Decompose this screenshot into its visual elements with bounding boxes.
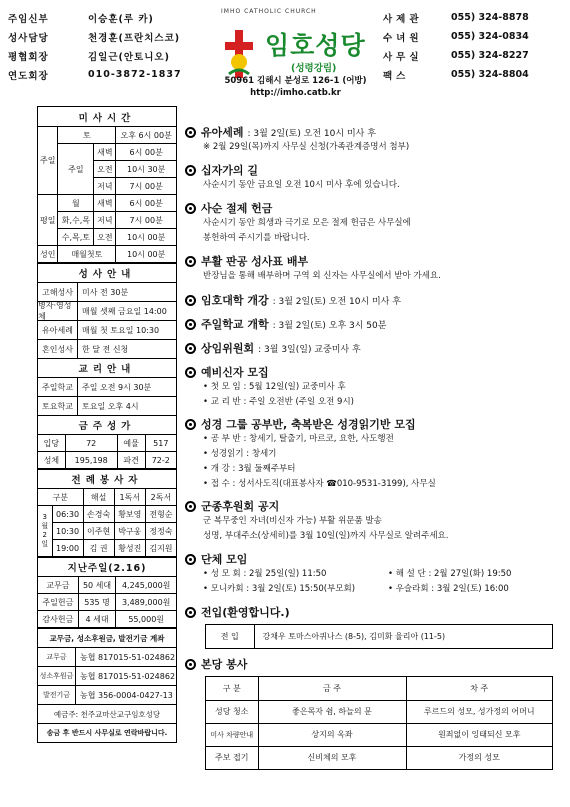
servers-time: 19:00 [52,540,83,557]
account-row [38,685,176,704]
announcement-body: • 접 수 : 성서사도직(대표봉사자 ☎010-9531-3199), 사무실 [203,479,436,489]
mass-times-heading: 미사시간 [38,107,176,126]
announcement-item [185,340,560,356]
hymn-label: 입당 [38,435,65,452]
hymn-label: 파견 [117,452,145,469]
hymns-heading: 금주성가 [38,415,176,434]
announcement-date: : 3월 2일(토) 오전 10시 미사 후 [272,296,401,307]
group-meeting: • 우슬라회 : 3월 2일(토) 16:00 [388,584,509,594]
staff-role: 성사담당 [8,32,49,44]
announcement-body: • 첫 모 임 : 5월 12일(일) 교중미사 후 [203,382,346,392]
bullet-icon [185,295,196,306]
staff-role: 연도회장 [8,70,49,82]
offering-heading: 지난주일(2.16) [38,557,176,576]
announcement-title [185,292,560,308]
table-row [206,723,552,746]
announcement-item [185,604,560,620]
table-row [38,144,176,161]
cross-logo-icon [225,30,253,78]
table-row [206,677,552,700]
mass-time: 10시 00분 [116,229,176,246]
saturday-label: 토 [58,127,116,144]
contact-row [383,8,563,27]
column-header: 금 주 [258,677,406,700]
info-sidebar [37,106,177,743]
sunday-label: 주일 [38,127,58,195]
announcement-body: 반장님을 통해 배부하며 구역 외 신자는 사무실에서 받아 가세요. [203,271,441,281]
bullet-icon [185,419,196,430]
announcement-item [185,364,560,410]
column-header: 구분 [38,489,83,506]
servers-table [38,488,176,557]
bullet-icon [185,554,196,565]
table-row [38,246,176,263]
mass-day: 월 [58,195,94,212]
announcement-title [185,364,560,380]
mass-time: 6시 00분 [116,144,176,161]
title-text: 전입(환영합니다.) [201,606,290,619]
offering-type: 교무금 [38,577,78,594]
announcement-date: : 3월 2일(토) 오전 10시 미사 후 [247,128,376,139]
sacrament-info: 매월 셋째 금요일 14:00 [82,306,167,316]
servers-heading: 전례봉사자 [38,469,176,488]
title-text: 십자가의 길 [201,164,258,177]
announcement-body: • 성경읽기 : 창세기 [203,449,277,459]
group-meeting: • 성 모 회 : 2월 25일(일) 11:50 [203,569,327,579]
sacrament-row [38,282,176,301]
sacrament-info: 미사 전 30분 [82,287,129,297]
transfer-label: 전 입 [206,625,254,648]
offering-amount: 3,489,000원 [116,594,176,611]
church-name: 임호성당 [265,31,366,60]
sacrament-row [38,301,176,320]
mass-time: 6시 00분 [116,195,176,212]
contact-phone: 055) 324-8227 [451,50,529,61]
table-row [38,540,176,557]
staff-row [8,27,193,46]
staff-row [8,46,193,65]
sacrament-type: 병자·영성체 [38,302,78,320]
bullet-icon [185,659,196,670]
server-name: 황성진 [114,540,145,557]
transfer-names: 강채우 토마스아퀴나스 (8-5), 김미화 율리아 (11-5) [254,625,552,648]
group-meeting: • 모니카회 : 3월 2일(토) 15:50(부모회) [203,584,356,594]
announcement-body: • 공 부 반 : 창세기, 탈출기, 마르코, 요한, 사도행전 [203,434,394,444]
table-row [38,452,176,469]
bulletin-header [8,8,562,104]
hymn-number: 517 [145,435,176,452]
service-next-week: 원죄없이 잉태되신 모후 [406,723,552,746]
contact-row [383,46,563,65]
service-type: 미사 차량안내 [206,723,258,746]
service-next-week: 가정의 성모 [406,746,552,769]
bullet-icon [185,127,196,138]
table-row [206,746,552,769]
first-label: 성인 [38,246,58,263]
education-type: 토요학교 [38,397,78,415]
bullet-icon [185,165,196,176]
mass-label: 저녁 [94,212,116,229]
announcement-title [185,656,560,672]
mass-day: 화,수,목 [58,212,94,229]
group-row [185,582,560,597]
announcement-item [185,316,560,332]
mass-day: 수,목,토 [58,229,94,246]
bullet-icon [185,367,196,378]
announcement-item [185,292,560,308]
offering-type: 주일헌금 [38,594,78,611]
server-name: 이주현 [83,523,114,540]
announcement-title [185,551,560,567]
column-header: 해설 [83,489,114,506]
group-meeting: • 해 설 단 : 2월 27일(화) 19:50 [388,569,512,579]
table-row [38,611,176,628]
account-type: 성소후원금 [38,667,76,685]
contact-label: 사제관 [383,13,423,25]
hymn-number: 195,198 [65,452,117,469]
education-type: 주일학교 [38,378,78,396]
title-text: 단체 모임 [201,553,248,566]
title-text: 상임위원회 [201,342,255,355]
mass-label: 새벽 [94,195,116,212]
hymn-number: 72 [65,435,117,452]
education-row [38,396,176,415]
account-number: 농협 817015-51-024862 [80,652,176,662]
bullet-icon [185,319,196,330]
logo-arc-text: IMHO CATHOLIC CHURCH [221,8,317,15]
server-name: 정정숙 [145,523,176,540]
offering-count: 4 세대 [78,611,116,628]
server-name: 황보영 [114,506,145,523]
hymn-label: 예물 [117,435,145,452]
mass-time: 10시 00분 [116,246,176,263]
staff-name: 이승훈(루 카) [88,13,154,25]
table-row [206,625,552,648]
announcement-body: 봉헌하여 주시기를 바랍니다. [203,233,310,243]
education-info: 주일 오전 9시 30분 [82,382,152,392]
announcement-body: • 개 강 : 3월 둘째주부터 [203,464,296,474]
service-next-week: 루르드의 성모, 성가정의 어머니 [406,700,552,723]
announcement-body: 사순시기 동안 희생과 극기로 모은 절제 헌금은 사무실에 [203,218,411,228]
offering-table [38,576,176,628]
mass-label: 오전 [94,229,116,246]
staff-list [8,8,193,84]
announcement-body: ※ 2월 29일(목)까지 사무실 신청(가족관계증명서 첨부) [203,142,410,152]
servers-time: 10:30 [52,523,83,540]
title-text: 성경 그룹 공부반, 축복받은 성경읽기반 모집 [201,418,416,431]
announcement-body: 성명, 부대주소(상세히)를 3월 10일(일)까지 사무실로 알려주세요. [203,531,449,541]
table-row [38,127,176,144]
server-name: 박구웅 [114,523,145,540]
service-table [206,677,552,769]
column-header: 2독서 [145,489,176,506]
mass-time: 10시 30분 [116,161,176,178]
hymns-table [38,434,176,469]
server-name: 손경숙 [83,506,114,523]
sacrament-info: 한 달 전 신청 [82,344,129,354]
announcement-title [185,253,560,269]
sacrament-row [38,339,176,358]
sacrament-type: 혼인성사 [38,340,78,358]
announcement-title [185,498,560,514]
account-number: 농협 356-0004-0427-13 [80,690,173,700]
service-this-week: 상지의 옥좌 [258,723,406,746]
announcement-item [185,656,560,672]
announcement-title [185,416,560,432]
title-text: 부활 판공 성사표 배부 [201,255,309,268]
announcement-title [185,340,560,356]
server-name: 김지원 [145,540,176,557]
table-row [38,489,176,506]
contact-row [383,27,563,46]
offering-type: 감사헌금 [38,611,78,628]
column-header: 1독서 [114,489,145,506]
sacrament-heading: 성사안내 [38,263,176,282]
title-text: 유아세례 [201,126,244,139]
mass-time: 7시 00분 [116,178,176,195]
transfer-box [205,624,553,649]
bullet-icon [185,256,196,267]
title-text: 군종후원회 공지 [201,500,280,513]
offering-count: 535 명 [78,594,116,611]
announcement-date: : 3월 3일(일) 교중미사 후 [258,344,361,355]
group-row [185,567,560,582]
table-row [206,700,552,723]
announcement-title [185,162,560,178]
mass-label: 새벽 [94,144,116,161]
announcement-date: : 3월 2일(토) 오후 3시 50분 [272,320,387,331]
offering-count: 50 세대 [78,577,116,594]
transfer-table [206,625,552,648]
table-row [38,577,176,594]
education-row [38,377,176,396]
service-type: 주보 접기 [206,746,258,769]
account-type: 발전기금 [38,686,76,704]
contact-label: 사무실 [383,51,423,63]
server-name: 전형순 [145,506,176,523]
contact-row [383,65,563,84]
service-box [205,676,553,770]
announcement-title [185,316,560,332]
announcement-title [185,604,560,620]
staff-role: 주임신부 [8,13,49,25]
mass-label: 오전 [94,161,116,178]
contact-phone: 055) 324-8878 [451,12,529,23]
transfer-notice: 송금 후 반드시 사무실로 연락바랍니다. [38,723,176,742]
contact-phone: 055) 324-0834 [451,31,529,42]
account-row [38,647,176,666]
announcement-item [185,498,560,544]
announcement-body: 사순시기 동안 금요일 오전 10시 미사 후에 있습니다. [203,180,400,190]
servers-time: 06:30 [52,506,83,523]
staff-name: 김일근(안토니오) [88,51,170,63]
service-this-week: 신비체의 모후 [258,746,406,769]
bullet-icon [185,343,196,354]
table-row [38,195,176,212]
sacrament-row [38,320,176,339]
bullet-icon [185,607,196,618]
announcement-item [185,253,560,284]
servers-date: 3월 2일 [38,506,52,557]
column-header: 구 분 [206,677,258,700]
offering-amount: 55,000원 [116,611,176,628]
bullet-icon [185,501,196,512]
first-saturday-label: 매월첫토 [58,246,116,263]
table-row [38,506,176,523]
education-info: 토요일 오후 4시 [82,401,139,411]
column-header: 차 주 [406,677,552,700]
announcement-item [185,200,560,246]
title-text: 사순 절제 헌금 [201,202,273,215]
account-holder: 예금주: 천주교마산교구임호성당 [38,704,176,723]
account-row [38,666,176,685]
mass-label: 저녁 [94,178,116,195]
contact-label: 수녀원 [383,32,423,44]
mass-times-table [38,126,176,263]
announcement-title [185,200,560,216]
service-this-week: 좋은목자 쉼, 하늘의 문 [258,700,406,723]
announcement-item [185,416,560,492]
table-row [38,212,176,229]
contact-label: 팩스 [383,70,410,82]
sacrament-type: 고해성사 [38,283,78,301]
education-heading: 교리안내 [38,358,176,377]
sacrament-type: 유아세례 [38,321,78,339]
table-row [38,229,176,246]
offering-amount: 4,245,000원 [116,577,176,594]
weekday-label: 평일 [38,195,58,246]
announcement-body: • 교 리 반 : 주일 오전반 (주일 오전 9시) [203,397,354,407]
church-subtitle: (성령강림) [291,63,337,74]
accounts-heading: 교무금, 성소후원금, 발전기금 계좌 [38,628,176,647]
announcement-body: 군 복무중인 자녀(비신자 가능) 부활 위문품 발송 [203,516,382,526]
server-name: 김 권 [83,540,114,557]
staff-role: 평협회장 [8,51,49,63]
staff-phone: 010-3872-1837 [88,69,182,80]
sacrament-info: 매월 첫 토요일 10:30 [82,325,160,335]
service-type: 성당 청소 [206,700,258,723]
announcement-item [185,124,560,155]
hymn-number: 72-2 [145,452,176,469]
title-text: 예비신자 모집 [201,366,269,379]
announcement-title [185,124,560,140]
saturday-time: 오후 6시 00분 [116,127,176,144]
account-number: 농협 817015-51-024862 [80,671,176,681]
table-row [38,594,176,611]
staff-name: 천경훈(프란치스코) [88,32,181,44]
church-logo [213,8,378,104]
title-text: 임호대학 개강 [201,294,269,307]
contact-phone: 055) 324-8804 [451,69,529,80]
announcement-item [185,162,560,193]
church-address: 50961 김해시 분성로 126-1 (어방) [224,76,367,86]
title-text: 주일학교 개학 [201,318,269,331]
announcement-item [185,551,560,597]
mass-time: 7시 00분 [116,212,176,229]
staff-row [8,8,193,27]
church-url[interactable]: http://imho.catb.kr [250,88,341,98]
hymn-label: 성체 [38,452,65,469]
sunday-group-label: 주일 [58,144,94,195]
contact-list [383,8,563,84]
account-type: 교무금 [38,648,76,666]
bullet-icon [185,203,196,214]
table-row [38,435,176,452]
staff-row [8,65,193,84]
table-row [38,523,176,540]
title-text: 본당 봉사 [201,658,248,671]
